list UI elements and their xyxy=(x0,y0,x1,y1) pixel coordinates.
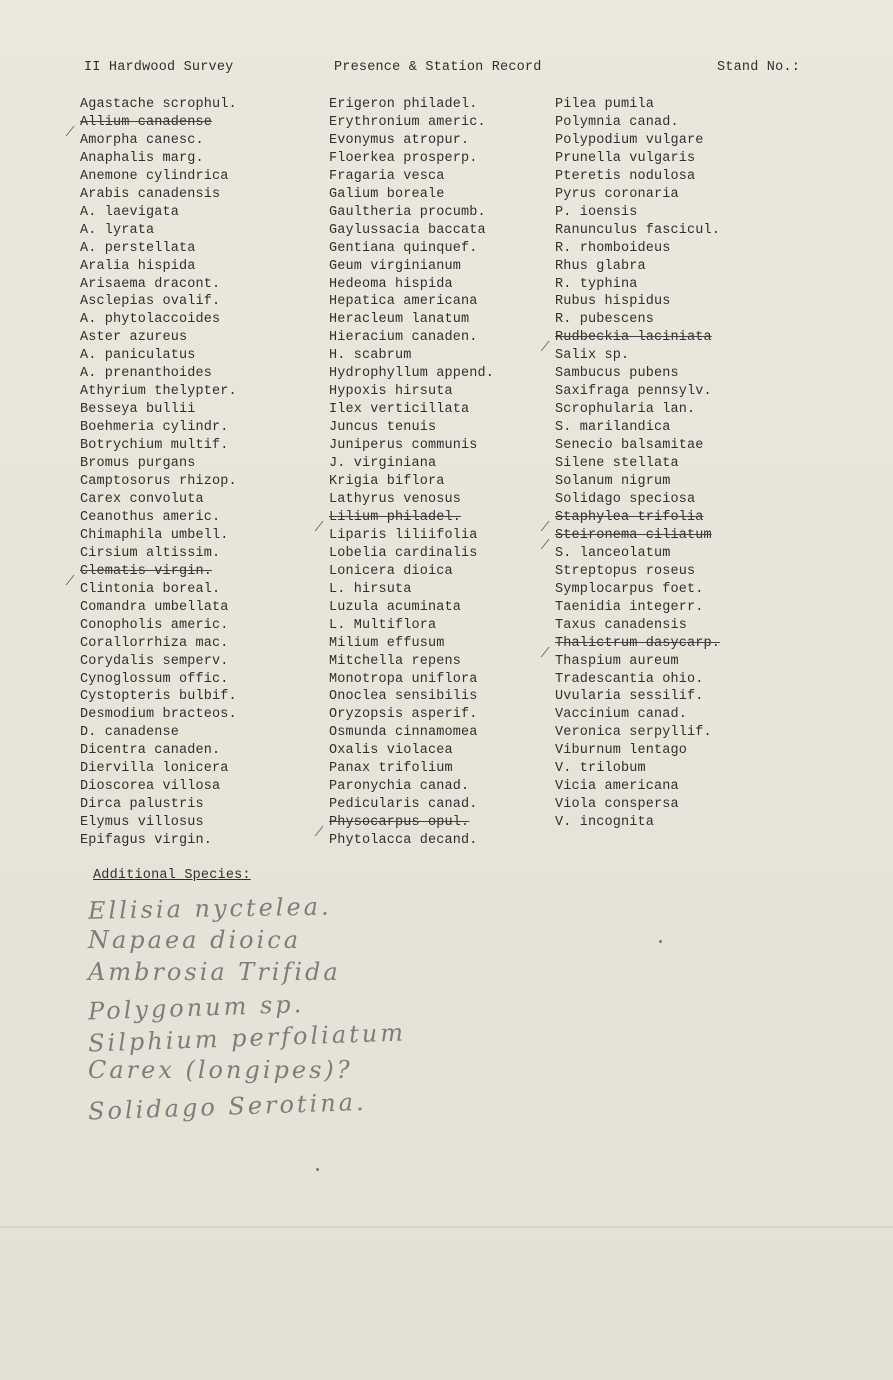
species-name: Pilea pumila xyxy=(555,97,655,112)
species-name: A. phytolaccoides xyxy=(80,312,221,328)
species-item xyxy=(555,581,720,599)
species-item xyxy=(329,419,494,437)
species-name: Phytolacca decand. xyxy=(329,833,478,849)
species-item xyxy=(80,760,237,778)
species-item xyxy=(555,653,720,671)
species-item xyxy=(555,473,720,491)
species-item xyxy=(555,778,720,796)
species-item xyxy=(329,599,494,617)
species-name: Aralia hispida xyxy=(80,258,196,274)
species-column-2 xyxy=(329,96,494,850)
species-item xyxy=(555,671,720,689)
species-item xyxy=(555,688,720,706)
handwritten-entry: Solidago Serotina. xyxy=(87,1087,368,1126)
species-name: Veronica serpyllif. xyxy=(555,725,712,741)
species-name: Pedicularis canad. xyxy=(329,797,478,813)
struck-genus: Allium canadense xyxy=(80,114,213,130)
species-name: Boehmeria cylindr. xyxy=(80,420,229,436)
species-name: Ilex verticillata xyxy=(329,402,470,418)
species-item xyxy=(555,617,720,635)
species-item xyxy=(80,563,237,581)
species-name: Desmodium bracteos. xyxy=(80,707,237,723)
paper-speck xyxy=(659,940,662,943)
species-name: Luzula acuminata xyxy=(329,599,462,615)
species-name: Dicentra canaden. xyxy=(80,743,221,759)
species-item xyxy=(555,96,720,114)
species-name: Vicia americana xyxy=(555,779,679,795)
species-item xyxy=(329,132,494,150)
species-column-3 xyxy=(555,96,720,832)
species-item xyxy=(329,581,494,599)
species-name: Hypoxis hirsuta xyxy=(329,384,453,400)
species-name: R. typhina xyxy=(555,276,638,292)
species-item xyxy=(329,401,494,419)
species-item xyxy=(555,168,720,186)
species-name: Elymus villosus xyxy=(80,815,204,831)
species-item xyxy=(555,401,720,419)
species-item xyxy=(555,311,720,329)
species-item xyxy=(329,724,494,742)
species-name: Rhus glabra xyxy=(555,258,646,274)
species-item xyxy=(329,329,494,347)
species-name: Uvularia sessilif. xyxy=(555,689,704,705)
species-name: Krigia biflora xyxy=(329,474,445,490)
species-name: Galium boreale xyxy=(329,186,445,202)
species-item xyxy=(555,365,720,383)
species-name: L. hirsuta xyxy=(329,581,412,597)
species-item xyxy=(80,796,237,814)
species-item xyxy=(555,222,720,240)
species-name: Dirca palustris xyxy=(80,797,204,813)
species-item xyxy=(80,688,237,706)
species-name: Silene stellata xyxy=(555,456,679,472)
species-item xyxy=(329,832,494,850)
species-item xyxy=(80,653,237,671)
species-name: Arabis canadensis xyxy=(80,186,221,202)
species-item xyxy=(555,796,720,814)
species-item xyxy=(555,527,720,545)
species-name: Paronychia canad. xyxy=(329,779,470,795)
species-item xyxy=(555,329,720,347)
species-item xyxy=(329,365,494,383)
species-item xyxy=(555,419,720,437)
species-item xyxy=(329,778,494,796)
species-item xyxy=(80,276,237,294)
species-item xyxy=(555,509,720,527)
species-name: Botrychium multif. xyxy=(80,438,229,454)
struck-genus: Physocarpus opul. xyxy=(329,815,470,831)
species-item xyxy=(555,114,720,132)
species-item xyxy=(80,401,237,419)
species-name: Symplocarpus foet. xyxy=(555,581,704,597)
species-name: Lobelia cardinalis xyxy=(329,545,478,561)
species-item xyxy=(329,276,494,294)
species-item xyxy=(555,347,720,365)
species-item xyxy=(80,671,237,689)
species-name: L. Multiflora xyxy=(329,617,437,633)
species-item xyxy=(329,473,494,491)
species-item xyxy=(80,617,237,635)
species-item xyxy=(329,240,494,258)
species-name: Tradescantia ohio. xyxy=(555,671,704,687)
struck-genus: Thalictrum dasycarp. xyxy=(555,635,721,651)
species-name: V. trilobum xyxy=(555,761,646,777)
species-name: Viola conspersa xyxy=(555,797,679,813)
species-item xyxy=(80,706,237,724)
species-item xyxy=(329,635,494,653)
handwritten-entry: Silphium perfoliatum xyxy=(87,1018,407,1058)
species-item xyxy=(329,258,494,276)
species-item xyxy=(329,796,494,814)
species-item xyxy=(80,527,237,545)
species-name: Epifagus virgin. xyxy=(80,833,213,849)
species-item xyxy=(555,724,720,742)
species-item xyxy=(80,545,237,563)
species-item xyxy=(329,186,494,204)
species-item xyxy=(329,742,494,760)
species-name: Saxifraga pennsylv. xyxy=(555,384,712,400)
species-item xyxy=(80,186,237,204)
species-name: R. pubescens xyxy=(555,312,655,328)
species-name: Clintonia boreal. xyxy=(80,581,221,597)
species-item xyxy=(555,204,720,222)
species-item xyxy=(329,509,494,527)
species-item xyxy=(329,114,494,132)
species-name: Panax trifolium xyxy=(329,761,453,777)
additional-species-heading: Additional Species: xyxy=(93,868,251,883)
species-item xyxy=(555,150,720,168)
species-item xyxy=(80,455,237,473)
species-item xyxy=(329,814,494,832)
species-item xyxy=(329,383,494,401)
species-item xyxy=(80,150,237,168)
struck-genus: Clematis virgin. xyxy=(80,563,213,579)
species-item xyxy=(329,347,494,365)
species-name: Gaylussacia baccata xyxy=(329,222,486,238)
species-item xyxy=(329,311,494,329)
species-item xyxy=(80,778,237,796)
species-item xyxy=(329,688,494,706)
species-item xyxy=(329,617,494,635)
species-name: A. perstellata xyxy=(80,240,196,256)
species-name: Evonymus atropur. xyxy=(329,132,470,148)
species-item xyxy=(555,635,720,653)
species-item xyxy=(80,599,237,617)
species-item xyxy=(80,473,237,491)
species-name: Camptosorus rhizop. xyxy=(80,474,237,490)
species-name: Fragaria vesca xyxy=(329,168,445,184)
species-item xyxy=(329,455,494,473)
species-name: Agastache scrophul. xyxy=(80,97,237,112)
species-item xyxy=(80,509,237,527)
paper-speck xyxy=(316,1168,319,1171)
survey-title: II Hardwood Survey xyxy=(84,60,234,75)
struck-genus: Lilium philadel. xyxy=(329,509,462,525)
species-name: Aster azureus xyxy=(80,330,188,346)
species-name: Dioscorea villosa xyxy=(80,779,221,795)
species-item xyxy=(555,760,720,778)
species-item xyxy=(80,293,237,311)
species-name: Diervilla lonicera xyxy=(80,761,229,777)
species-name: A. lyrata xyxy=(80,222,155,238)
species-name: Corydalis semperv. xyxy=(80,653,229,669)
species-item xyxy=(80,132,237,150)
species-item xyxy=(555,293,720,311)
header-row xyxy=(84,60,800,80)
species-item xyxy=(555,814,720,832)
species-name: Monotropa uniflora xyxy=(329,671,478,687)
species-name: R. rhomboideus xyxy=(555,240,671,256)
species-name: Bromus purgans xyxy=(80,456,196,472)
species-item xyxy=(555,491,720,509)
species-name: Cynoglossum offic. xyxy=(80,671,229,687)
species-name: Viburnum lentago xyxy=(555,743,688,759)
species-name: Athyrium thelypter. xyxy=(80,384,237,400)
species-name: Onoclea sensibilis xyxy=(329,689,478,705)
species-item xyxy=(80,365,237,383)
species-name: Hedeoma hispida xyxy=(329,276,453,292)
species-name: Geum virginianum xyxy=(329,258,462,274)
species-item xyxy=(329,222,494,240)
species-item xyxy=(80,222,237,240)
species-name: Osmunda cinnamomea xyxy=(329,725,478,741)
species-name: Thaspium aureum xyxy=(555,653,679,669)
species-item xyxy=(80,814,237,832)
handwritten-entry: Ambrosia Trifida xyxy=(88,958,341,986)
species-item xyxy=(329,563,494,581)
species-name: Corallorrhiza mac. xyxy=(80,635,229,651)
species-item xyxy=(555,599,720,617)
struck-genus: Steironema ciliatum xyxy=(555,527,712,543)
handwritten-entry: Carex (longipes)? xyxy=(88,1056,353,1084)
species-name: Besseya bullii xyxy=(80,402,196,418)
species-name: Anaphalis marg. xyxy=(80,150,204,166)
species-item xyxy=(80,96,237,114)
species-item xyxy=(329,437,494,455)
species-name: Juncus tenuis xyxy=(329,420,437,436)
species-item xyxy=(329,706,494,724)
species-item xyxy=(329,527,494,545)
species-name: Comandra umbellata xyxy=(80,599,229,615)
species-name: Mitchella repens xyxy=(329,653,462,669)
species-item xyxy=(555,132,720,150)
species-name: H. scabrum xyxy=(329,348,412,364)
species-name: Ranunculus fascicul. xyxy=(555,222,721,238)
species-item xyxy=(329,96,494,114)
species-item xyxy=(555,545,720,563)
species-name: Carex convoluta xyxy=(80,491,204,507)
species-name: Floerkea prosperp. xyxy=(329,150,478,166)
species-name: Arisaema dracont. xyxy=(80,276,221,292)
stand-number-label: Stand No.: xyxy=(716,60,800,75)
species-name: Ceanothus americ. xyxy=(80,509,221,525)
species-name: Erythronium americ. xyxy=(329,114,486,130)
species-item xyxy=(329,760,494,778)
species-name: P. ioensis xyxy=(555,204,638,220)
species-name: Senecio balsamitae xyxy=(555,438,704,454)
species-name: A. laevigata xyxy=(80,204,180,220)
species-name: Amorpha canesc. xyxy=(80,132,204,148)
species-item xyxy=(555,455,720,473)
struck-genus: Rudbeckia laciniata xyxy=(555,330,712,346)
species-name: Scrophularia lan. xyxy=(555,402,696,418)
species-item xyxy=(555,742,720,760)
species-item xyxy=(329,204,494,222)
species-name: Pyrus coronaria xyxy=(555,186,679,202)
species-item xyxy=(80,311,237,329)
species-item xyxy=(80,832,237,850)
species-item xyxy=(329,491,494,509)
species-name: Solidago speciosa xyxy=(555,491,696,507)
species-name: Taxus canadensis xyxy=(555,617,688,633)
species-item xyxy=(329,168,494,186)
species-item xyxy=(80,383,237,401)
record-title: Presence & Station Record xyxy=(334,60,542,75)
species-name: A. prenanthoides xyxy=(80,366,213,382)
paper-fold xyxy=(0,1226,893,1228)
species-name: Lonicera dioica xyxy=(329,563,453,579)
species-item xyxy=(555,276,720,294)
handwritten-entry: Napaea dioica xyxy=(88,926,302,954)
species-name: Hydrophyllum append. xyxy=(329,366,495,382)
species-name: Gentiana quinquef. xyxy=(329,240,478,256)
species-item xyxy=(80,204,237,222)
species-name: Taenidia integerr. xyxy=(555,599,704,615)
species-name: Polypodium vulgare xyxy=(555,132,704,148)
species-column-1 xyxy=(80,96,237,850)
species-item xyxy=(80,724,237,742)
species-name: S. marilandica xyxy=(555,420,671,436)
struck-genus: Staphylea trifolia xyxy=(555,509,704,525)
species-item xyxy=(80,742,237,760)
species-name: Streptopus roseus xyxy=(555,563,696,579)
species-name: Oxalis violacea xyxy=(329,743,453,759)
species-name: Hieracium canaden. xyxy=(329,330,478,346)
species-name: Heracleum lanatum xyxy=(329,312,470,328)
species-item xyxy=(80,240,237,258)
species-name: Oryzopsis asperif. xyxy=(329,707,478,723)
species-name: Erigeron philadel. xyxy=(329,97,478,112)
species-name: Liparis liliifolia xyxy=(329,527,478,543)
species-name: Pteretis nodulosa xyxy=(555,168,696,184)
species-name: Polymnia canad. xyxy=(555,114,679,130)
species-item xyxy=(555,240,720,258)
species-name: Asclepias ovalif. xyxy=(80,294,221,310)
species-name: Lathyrus venosus xyxy=(329,491,462,507)
species-item xyxy=(80,581,237,599)
species-item xyxy=(555,383,720,401)
species-item xyxy=(555,563,720,581)
species-name: Juniperus communis xyxy=(329,438,478,454)
species-name: Cirsium altissim. xyxy=(80,545,221,561)
species-item xyxy=(80,437,237,455)
species-name: J. virginiana xyxy=(329,456,437,472)
species-item xyxy=(80,329,237,347)
species-name: Vaccinium canad. xyxy=(555,707,688,723)
species-name: S. lanceolatum xyxy=(555,545,671,561)
handwritten-species-list xyxy=(87,892,407,1126)
species-item xyxy=(80,635,237,653)
species-item xyxy=(80,491,237,509)
species-name: Milium effusum xyxy=(329,635,445,651)
species-name: Salix sp. xyxy=(555,348,630,364)
species-name: V. incognita xyxy=(555,815,655,831)
species-name: Solanum nigrum xyxy=(555,474,671,490)
species-name: D. canadense xyxy=(80,725,180,741)
species-item xyxy=(80,168,237,186)
species-item xyxy=(329,653,494,671)
handwritten-entry: Ellisia nyctelea. xyxy=(87,892,332,925)
species-item xyxy=(329,545,494,563)
species-item xyxy=(80,258,237,276)
species-item xyxy=(80,347,237,365)
species-name: Anemone cylindrica xyxy=(80,168,229,184)
species-item xyxy=(80,419,237,437)
species-item xyxy=(555,706,720,724)
species-item xyxy=(329,293,494,311)
species-item xyxy=(329,671,494,689)
species-name: Gaultheria procumb. xyxy=(329,204,486,220)
species-name: Chimaphila umbell. xyxy=(80,527,229,543)
species-item xyxy=(80,114,237,132)
species-item xyxy=(329,150,494,168)
species-name: Rubus hispidus xyxy=(555,294,671,310)
species-name: Cystopteris bulbif. xyxy=(80,689,237,705)
species-name: Sambucus pubens xyxy=(555,366,679,382)
species-item xyxy=(555,186,720,204)
handwritten-entry: Polygonum sp. xyxy=(87,990,305,1026)
species-name: A. paniculatus xyxy=(80,348,196,364)
species-name: Hepatica americana xyxy=(329,294,478,310)
species-item xyxy=(555,437,720,455)
species-item xyxy=(555,258,720,276)
species-name: Prunella vulgaris xyxy=(555,150,696,166)
species-name: Conopholis americ. xyxy=(80,617,229,633)
